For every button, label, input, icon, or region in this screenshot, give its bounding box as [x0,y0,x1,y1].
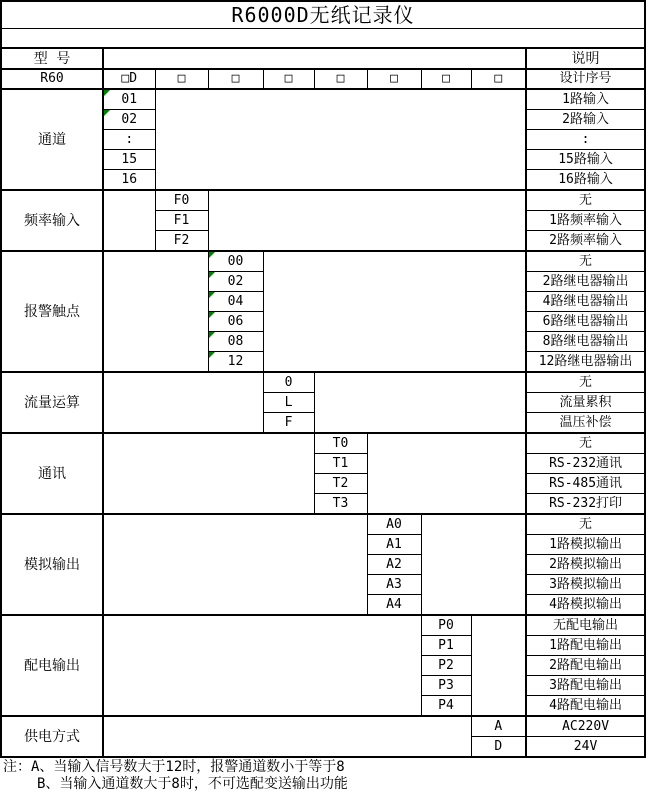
code-cell: P2 [421,656,471,676]
desc-cell: 流量累积 [526,393,645,413]
comment-marker-icon [209,312,215,318]
code-cell: A4 [367,595,421,616]
code-cell: 15 [103,150,155,170]
desc-cell: AC220V [526,716,645,737]
empty-cell [314,372,526,433]
desc-cell: 无 [526,251,645,272]
code-box: □ [471,69,526,89]
code-cell: F0 [155,190,208,211]
desc-cell: 3路模拟输出 [526,575,645,595]
desc-cell: 1路输入 [526,89,645,110]
desc-cell: 1路配电输出 [526,636,645,656]
empty-cell [103,372,263,433]
code-box: □ [421,69,471,89]
page-title: R6000D无纸记录仪 [1,1,645,29]
empty-cell [155,89,526,190]
code-cell: L [263,393,314,413]
comment-marker-icon [209,352,215,358]
desc-cell: 无配电输出 [526,615,645,636]
code-cell: T2 [314,474,367,494]
code-cell: 02 [208,272,263,292]
code-cell: 0 [263,372,314,393]
desc-cell: 1路模拟输出 [526,535,645,555]
desc-cell: 3路配电输出 [526,676,645,696]
desc-cell: 2路配电输出 [526,656,645,676]
serial-header-label: 设计序号 [526,69,645,89]
code-cell: 02 [103,110,155,130]
code-cell: 06 [208,312,263,332]
empty-cell [103,190,155,251]
desc-cell: 4路模拟输出 [526,595,645,616]
code-cell: F2 [155,231,208,252]
desc-cell: 2路输入 [526,110,645,130]
desc-cell: 无 [526,514,645,535]
footnote-a: 注：A、当输入信号数大于12时，报警通道数小于等于8 [3,759,345,775]
desc-cell: 4路配电输出 [526,696,645,717]
desc-cell: 1路频率输入 [526,211,645,231]
section-label-analog-output: 模拟输出 [1,514,103,615]
section-label-communication: 通讯 [1,433,103,514]
code-box: □D [103,69,155,89]
code-cell: T0 [314,433,367,454]
code-cell: P1 [421,636,471,656]
desc-cell: RS-232打印 [526,494,645,515]
empty-cell [103,251,208,372]
desc-cell: RS-232通讯 [526,454,645,474]
code-cell: 16 [103,170,155,191]
code-box: □ [367,69,421,89]
empty-cell [208,190,526,251]
comment-marker-icon [209,272,215,278]
comment-marker-icon [209,252,215,258]
desc-cell: 8路继电器输出 [526,332,645,352]
code-cell: A [471,716,526,737]
desc-cell: 4路继电器输出 [526,292,645,312]
code-box: □ [314,69,367,89]
desc-cell: : [526,130,645,150]
code-cell: F [263,413,314,434]
code-cell: P4 [421,696,471,717]
code-box: □ [155,69,208,89]
spacer-row [1,29,645,49]
empty-cell [103,433,314,514]
empty-cell [421,514,526,615]
footnote-b: B、当输入通道数大于8时，不可选配变送输出功能 [37,776,348,792]
code-cell: A2 [367,555,421,575]
desc-cell: 12路继电器输出 [526,352,645,373]
empty-cell [103,716,471,757]
model-header-label: 型 号 [1,48,103,69]
desc-cell: 温压补偿 [526,413,645,434]
desc-cell: 无 [526,433,645,454]
section-label-frequency-input: 频率输入 [1,190,103,251]
section-label-alarm-contacts: 报警触点 [1,251,103,372]
code-cell: T1 [314,454,367,474]
code-cell: A3 [367,575,421,595]
section-label-channels: 通道 [1,89,103,190]
desc-cell: 2路频率输入 [526,231,645,252]
comment-marker-icon [209,332,215,338]
empty-cell [471,615,526,716]
empty-cell [103,615,421,716]
code-box: □ [208,69,263,89]
code-cell: 04 [208,292,263,312]
comment-marker-icon [104,90,110,96]
description-header-label: 说明 [526,48,645,69]
code-box: □ [263,69,314,89]
desc-cell: RS-485通讯 [526,474,645,494]
desc-cell: 2路继电器输出 [526,272,645,292]
code-cell: A1 [367,535,421,555]
code-cell: 08 [208,332,263,352]
comment-marker-icon [209,292,215,298]
empty-cell [263,251,526,372]
code-cell: 01 [103,89,155,110]
empty-cell [103,514,367,615]
code-cell: F1 [155,211,208,231]
desc-cell: 6路继电器输出 [526,312,645,332]
code-cell: P3 [421,676,471,696]
desc-cell: 24V [526,737,645,758]
code-cell: D [471,737,526,758]
section-label-flow-calc: 流量运算 [1,372,103,433]
model-prefix: R60 [1,69,103,89]
desc-cell: 无 [526,190,645,211]
code-cell: P0 [421,615,471,636]
empty-cell [103,48,526,69]
desc-cell: 15路输入 [526,150,645,170]
desc-cell: 16路输入 [526,170,645,191]
comment-marker-icon [104,110,110,116]
code-cell: 12 [208,352,263,373]
section-label-power-supply: 供电方式 [1,716,103,757]
code-cell: 00 [208,251,263,272]
footnotes [0,758,644,793]
desc-cell: 2路模拟输出 [526,555,645,575]
desc-cell: 无 [526,372,645,393]
empty-cell [367,433,526,514]
code-cell: : [103,130,155,150]
code-cell: A0 [367,514,421,535]
section-label-transmitter-power-output: 配电输出 [1,615,103,716]
code-cell: T3 [314,494,367,515]
